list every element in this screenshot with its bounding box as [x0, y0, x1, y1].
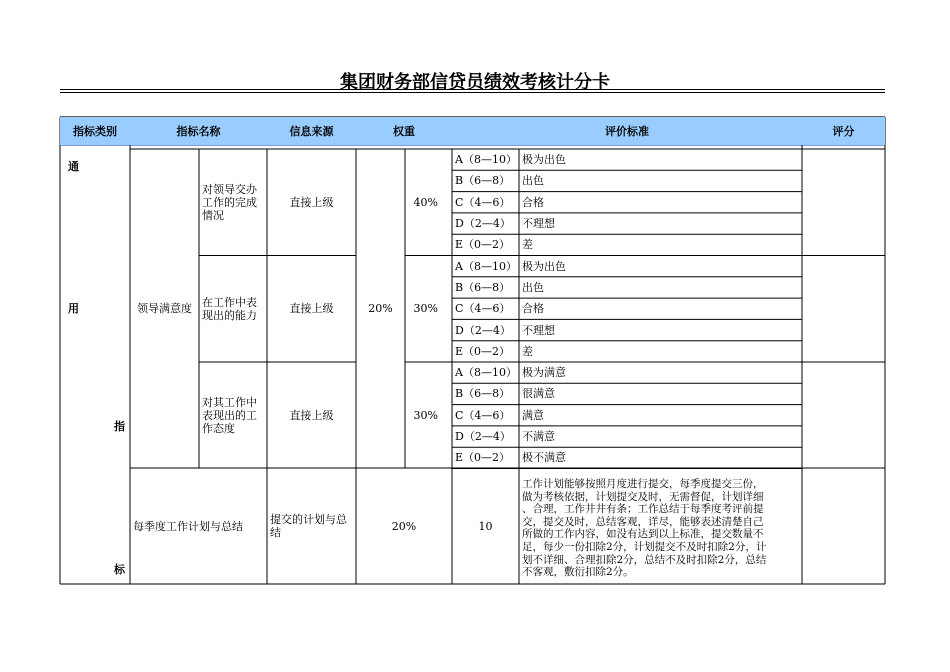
grade-range: C（4—6）: [455, 408, 511, 422]
indicator-weight: 20%: [368, 302, 393, 316]
grade-range: A（8—10）: [455, 366, 517, 380]
grade-description: 极不满意: [522, 451, 566, 465]
header-score: 评分: [802, 117, 885, 145]
indicator-name: 领导满意度: [137, 302, 192, 316]
criteria-line: 、合理，工作井井有条；工作总结于每季度考评前提: [522, 503, 764, 516]
sub-indicator-name: 在工作中表现出的能力: [202, 295, 257, 322]
grade-range: E（0—2）: [455, 451, 511, 465]
header-category: 指标类别: [60, 117, 130, 145]
grade-description: 不满意: [522, 430, 555, 444]
info-source: 直接上级: [289, 195, 334, 209]
criteria-line: 工作计划能够按照月度进行提交，每季度提交三份，: [522, 478, 764, 490]
grade-range: A（8—10）: [455, 153, 517, 167]
grade-range: E（0—2）: [455, 344, 511, 358]
grade-range: E（0—2）: [455, 238, 511, 252]
grade-description: 不理想: [522, 217, 555, 231]
indicator-name: 每季度工作计划与总结: [133, 519, 243, 533]
category-char: 标: [114, 563, 125, 576]
category-char: 用: [68, 302, 79, 315]
sub-indicator-name: 对领导交办工作的完成情况: [202, 182, 257, 222]
criteria-line: 足，每少一份扣除2分，计划提交不及时扣除2分，计: [522, 540, 767, 553]
grade-range: A（8—10）: [455, 259, 517, 273]
criteria-text: [522, 478, 801, 582]
grade-range: D（2—4）: [455, 323, 511, 337]
info-source: 提交的计划与总结: [270, 513, 347, 539]
info-source: 直接上级: [289, 408, 334, 422]
grade-range: B（6—8）: [455, 174, 511, 188]
indicator-weight: 20%: [391, 519, 417, 533]
grade-description: 差: [522, 344, 533, 358]
header-criteria: 评价标准: [452, 117, 802, 145]
grade-range: D（2—4）: [455, 430, 511, 444]
criteria-line: 划不详细、合理扣除2分，总结不及时扣除2分，总结: [522, 553, 767, 566]
grade-range: D（2—4）: [455, 217, 511, 231]
grade-description: 差: [522, 238, 533, 252]
grade-description: 极为满意: [522, 366, 566, 380]
grade-description: 合格: [522, 195, 544, 209]
score-basis: 10: [478, 519, 493, 533]
info-source: 直接上级: [289, 302, 334, 316]
criteria-line: 所做的工作内容，如没有达到以上标准，提交数量不: [522, 528, 764, 541]
sub-indicator-name: 对其工作中表现出的工作态度: [202, 395, 257, 435]
header-source: 信息来源: [267, 117, 356, 145]
grade-description: 出色: [522, 174, 544, 188]
category-char: 通: [68, 160, 79, 173]
grade-description: 极为出色: [522, 259, 566, 273]
criteria-line: 不客观，敷衍扣除2分。: [522, 566, 634, 579]
header-weight: 权重: [356, 117, 452, 145]
page-title: 集团财务部信贷员绩效考核计分卡: [340, 72, 610, 93]
grade-description: 极为出色: [522, 153, 566, 167]
grade-range: C（4—6）: [455, 302, 511, 316]
grade-description: 不理想: [522, 323, 555, 337]
grade-description: 满意: [522, 408, 544, 422]
grade-description: 很满意: [522, 387, 555, 401]
header-name: 指标名称: [130, 117, 267, 145]
sub-weight: 30%: [413, 302, 438, 316]
grade-range: C（4—6）: [455, 195, 511, 209]
sub-weight: 40%: [413, 195, 438, 209]
criteria-line: 交，提交及时，总结客观，详尽，能够表述清楚自己: [522, 515, 764, 528]
grade-description: 合格: [522, 302, 544, 316]
sub-weight: 30%: [413, 408, 438, 422]
grade-range: B（6—8）: [455, 280, 511, 294]
criteria-line: 做为考核依据，计划提交及时，无需督促，计划详细: [522, 490, 764, 503]
category-char: 指: [114, 420, 125, 433]
grade-range: B（6—8）: [455, 387, 511, 401]
grade-description: 出色: [522, 280, 544, 294]
